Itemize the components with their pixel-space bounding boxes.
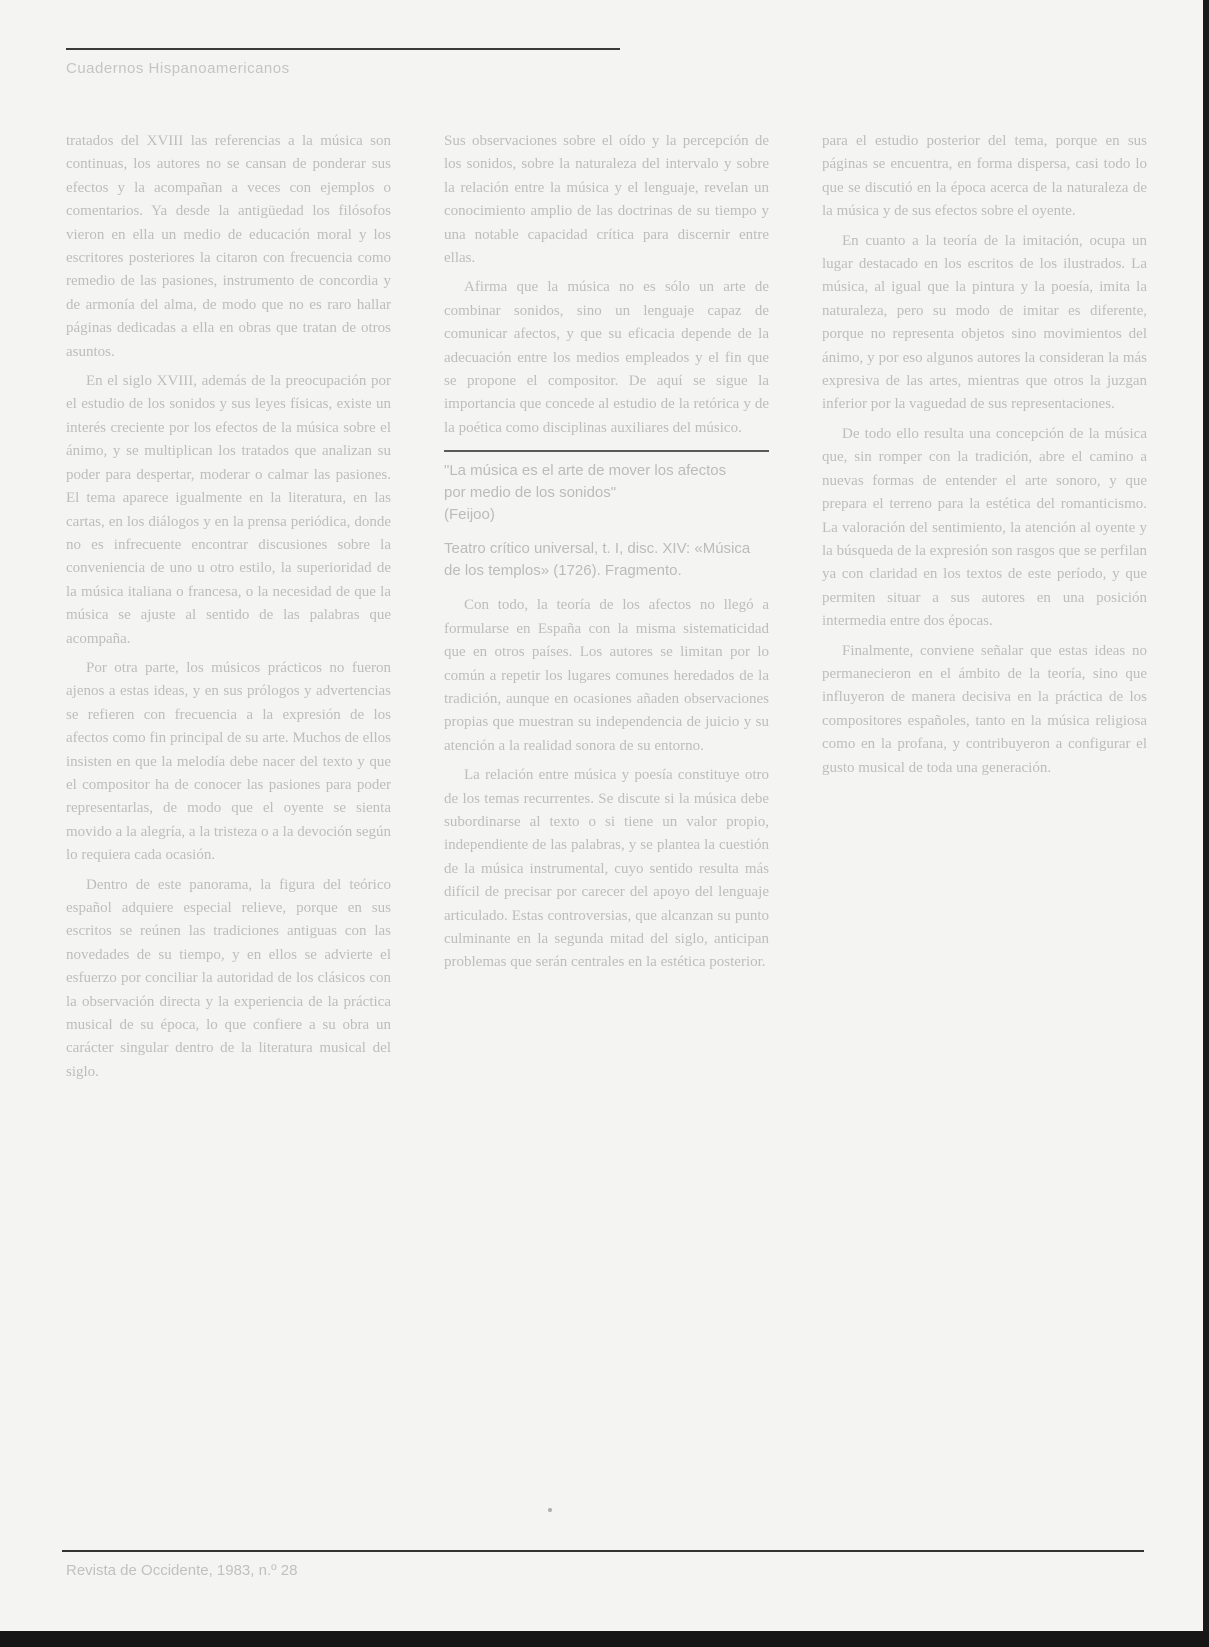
paragraph: Afirma que la música no es sólo un arte de combinar sonidos, sino un lenguaje capaz de comunicar afectos, y que su eficacia depende de la adecuación entre los medios empleados y el fin que se propone el compositor. De aquí se sigue la importancia que concede al estudio de la retórica y de la poética como disciplinas auxiliares del músico.: [444, 279, 769, 436]
paragraph: En cuanto a la teoría de la imitación, ocupa un lugar destacado en los escritos de los ilustrados. La música, al igual que la pintura y la poesía, imita la naturaleza, pero su modo de imitar es diferente, porque no representa objetos sino movimientos del ánimo, y por eso algunos autores la consideran la más expresiva de las artes, mientras que otros la juzgan inferior por la vaguedad de sus representaciones.: [822, 232, 1147, 413]
paragraph: Con todo, la teoría de los afectos no llegó a formularse en España con la misma sistematicidad que en otros países. Los autores se limitan por lo común a repetir los lugares comunes heredados de la tradición, aunque en ocasiones añaden observaciones propias que muestran su independencia de juicio y su atención a la realidad sonora de su entorno.: [444, 597, 769, 754]
footer-text: Revista de Occidente, 1983, n.º 28: [66, 1562, 298, 1579]
paragraph: De todo ello resulta una concepción de la música que, sin romper con la tradición, abre el camino a nuevas formas de entender el arte sonoro, y que prepara el terreno para la estética del romanticismo. La valoración del sentimiento, la atención al oyente y la búsqueda de la expresión son rasgos que se perfilan ya con claridad en los textos de este período, y que permiten situar a sus autores en una posición intermedia entre dos épocas.: [822, 425, 1147, 630]
quote-line: "La música es el arte de mover los afectos: [444, 462, 727, 480]
paragraph: Finalmente, conviene señalar que estas ideas no permanecieron en el ámbito de la teoría, sino que influyeron de manera decisiva en la práctica de los compositores españoles, tanto en la música religiosa como en la profana, y contribuyeron a configurar el gusto musical de toda una generación.: [822, 642, 1147, 776]
paragraph: Por otra parte, los músicos prácticos no fueron ajenos a estas ideas, y en sus prólogos y advertencias se refieren con frecuencia a la expresión de los afectos como fin principal de su arte. Muchos de ellos insisten en que la melodía debe nacer del texto y que el compositor ha de conocer las pasiones para poder representarlas, de modo que el oyente se sienta movido a la alegría, a la tristeza o a la devoción según lo requiera cada ocasión.: [66, 659, 391, 864]
text-column-2: [444, 130, 769, 981]
quote-line: por medio de los sonidos": [444, 484, 617, 502]
quote-author: (Feijoo): [444, 506, 495, 524]
quote-box: [444, 460, 769, 582]
text-column-3: [822, 130, 1147, 786]
scan-speck: [548, 1508, 552, 1512]
paragraph: para el estudio posterior del tema, porque en sus páginas se encuentra, en forma dispersa, casi todo lo que se discutió en la época acerca de la naturaleza de la música y de sus efectos sobre el oyente.: [822, 133, 1147, 220]
paragraph: En el siglo XVIII, además de la preocupación por el estudio de los sonidos y sus leyes físicas, existe un interés creciente por los efectos de la música sobre el ánimo, y se multiplican los tratados que analizan su poder para despertar, moderar o calmar las pasiones. El tema aparece igualmente en la literatura, en las cartas, en los diálogos y en la prensa periódica, donde no es infrecuente encontrar discusiones sobre la conveniencia de uno u otro estilo, la superioridad de la música italiana o francesa, o la necesidad de que la música se ajuste al sentido de las palabras que acompaña.: [66, 373, 391, 647]
running-head: Cuadernos Hispanoamericanos: [66, 60, 290, 77]
footer-rule: [62, 1550, 1144, 1552]
quote-caption: Teatro crítico universal, t. I, disc. XIV: «Música de los templos» (1726). Fragmento.: [444, 540, 751, 580]
page-edge-bottom: [0, 1631, 1209, 1647]
paragraph: tratados del XVIII las referencias a la música son continuas, los autores no se cansan de ponderar sus efectos y la acompañan a veces con ejemplos o comentarios. Ya desde la antigüedad los filósofos vieron en ella un medio de educación moral y los escritores posteriores la citaron con frecuencia como remedio de las pasiones, instrumento de concordia y de armonía del alma, de modo que no es raro hallar páginas dedicadas a ella en obras que tratan de otros asuntos.: [66, 133, 391, 360]
header-rule: [66, 48, 620, 50]
text-column-1: [66, 130, 391, 1090]
quote-box-rule: [444, 450, 769, 452]
paragraph: Dentro de este panorama, la figura del teórico español adquiere especial relieve, porque en sus escritos se reúnen las tradiciones antiguas con las novedades de su tiempo, y en ellos se advierte el esfuerzo por conciliar la autoridad de los clásicos con la observación directa y la experiencia de la práctica musical de su época, lo que confiere a su obra un carácter singular dentro de la literatura musical del siglo.: [66, 876, 391, 1080]
paragraph: Sus observaciones sobre el oído y la percepción de los sonidos, sobre la naturaleza del intervalo y sobre la relación entre la música y el lenguaje, revelan un conocimiento amplio de las doctrinas de su tiempo y una notable capacidad crítica para discernir entre ellas.: [444, 133, 769, 267]
page-edge-right: [1203, 0, 1209, 1647]
paragraph: La relación entre música y poesía constituye otro de los temas recurrentes. Se discute si la música debe subordinarse al texto o si tiene un valor propio, independiente de las palabras, y se plantea la cuestión de la música instrumental, cuyo sentido resulta más difícil de precisar por carecer del apoyo del lenguaje articulado. Estas controversias, que alcanzan su punto culminante en la segunda mitad del siglo, anticipan problemas que serán centrales en la estética posterior.: [444, 767, 769, 971]
